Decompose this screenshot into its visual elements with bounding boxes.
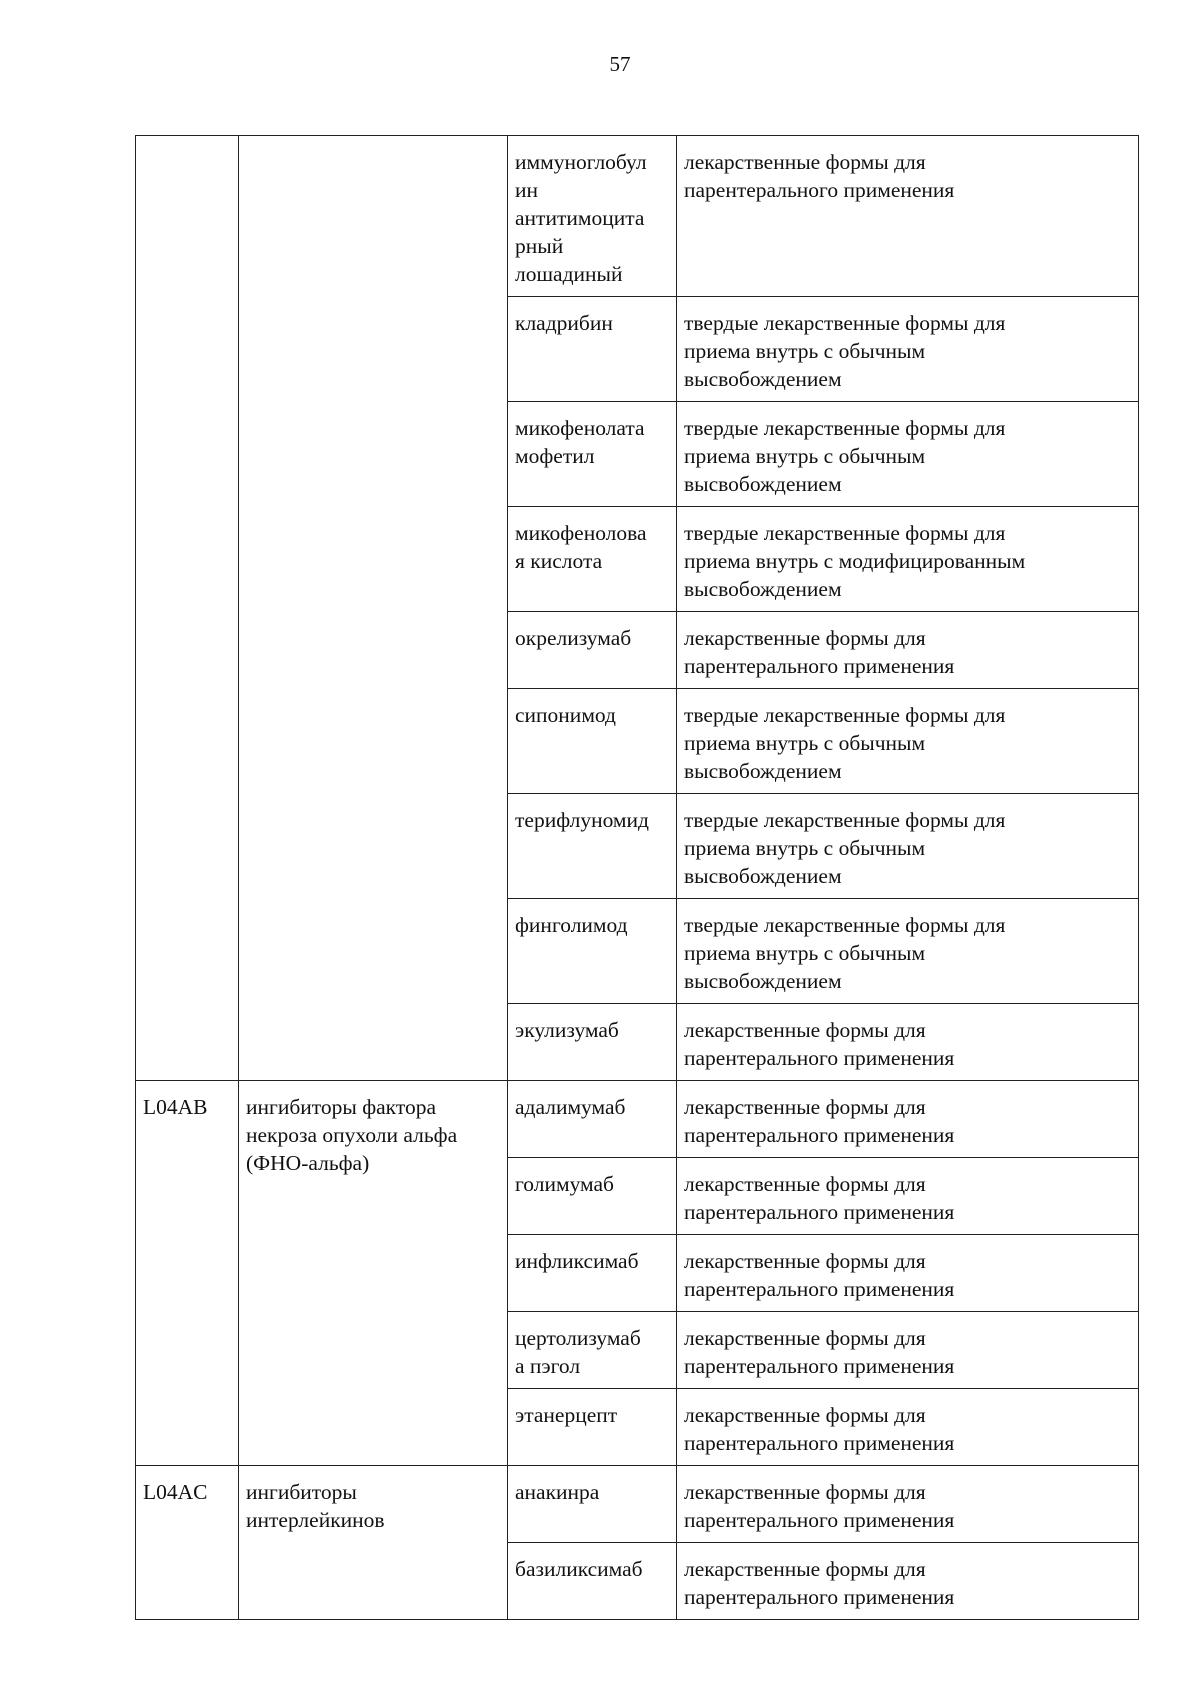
dosage-form-cell: лекарственные формы для парентерального применения [677, 1543, 1139, 1620]
drug-table [135, 135, 1139, 1620]
drug-name-cell: терифлуномид [508, 794, 677, 899]
group-name-cell: ингибиторы фактора некроза опухоли альфа (ФНО-альфа) [239, 1081, 508, 1466]
dosage-form-cell: лекарственные формы для парентерального применения [677, 1312, 1139, 1389]
drug-name-cell: базиликсимаб [508, 1543, 677, 1620]
table-row [136, 1081, 1139, 1158]
dosage-form-cell: твердые лекарственные формы для приема внутрь с обычным высвобождением [677, 689, 1139, 794]
drug-name-cell: иммуноглобул ин антитимоцита рный лошадиный [508, 136, 677, 297]
dosage-form-cell: твердые лекарственные формы для приема внутрь с обычным высвобождением [677, 297, 1139, 402]
dosage-form-cell: твердые лекарственные формы для приема внутрь с модифицированным высвобождением [677, 507, 1139, 612]
drug-name-cell: микофенолата мофетил [508, 402, 677, 507]
drug-name-cell: цертолизумаб а пэгол [508, 1312, 677, 1389]
group-name-cell: ингибиторы интерлейкинов [239, 1466, 508, 1620]
dosage-form-cell: лекарственные формы для парентерального применения [677, 136, 1139, 297]
dosage-form-cell: лекарственные формы для парентерального применения [677, 1466, 1139, 1543]
drug-name-cell: инфликсимаб [508, 1235, 677, 1312]
dosage-form-cell: лекарственные формы для парентерального применения [677, 612, 1139, 689]
table-row [136, 136, 1139, 297]
drug-name-cell: финголимод [508, 899, 677, 1004]
drug-name-cell: этанерцепт [508, 1389, 677, 1466]
dosage-form-cell: твердые лекарственные формы для приема внутрь с обычным высвобождением [677, 402, 1139, 507]
atc-code-cell: L04AC [136, 1466, 239, 1620]
dosage-form-cell: лекарственные формы для парентерального применения [677, 1004, 1139, 1081]
dosage-form-cell: лекарственные формы для парентерального применения [677, 1081, 1139, 1158]
table-row [136, 1466, 1139, 1543]
group-name-cell [239, 136, 508, 1081]
dosage-form-cell: лекарственные формы для парентерального применения [677, 1158, 1139, 1235]
drug-name-cell: адалимумаб [508, 1081, 677, 1158]
drug-name-cell: окрелизумаб [508, 612, 677, 689]
dosage-form-cell: лекарственные формы для парентерального применения [677, 1235, 1139, 1312]
drug-name-cell: экулизумаб [508, 1004, 677, 1081]
drug-name-cell: анакинра [508, 1466, 677, 1543]
drug-name-cell: кладрибин [508, 297, 677, 402]
drug-name-cell: микофенолова я кислота [508, 507, 677, 612]
dosage-form-cell: лекарственные формы для парентерального применения [677, 1389, 1139, 1466]
atc-code-cell: L04AB [136, 1081, 239, 1466]
drug-name-cell: сипонимод [508, 689, 677, 794]
atc-code-cell [136, 136, 239, 1081]
page-number: 57 [609, 52, 631, 76]
dosage-form-cell: твердые лекарственные формы для приема внутрь с обычным высвобождением [677, 899, 1139, 1004]
drug-name-cell: голимумаб [508, 1158, 677, 1235]
dosage-form-cell: твердые лекарственные формы для приема внутрь с обычным высвобождением [677, 794, 1139, 899]
